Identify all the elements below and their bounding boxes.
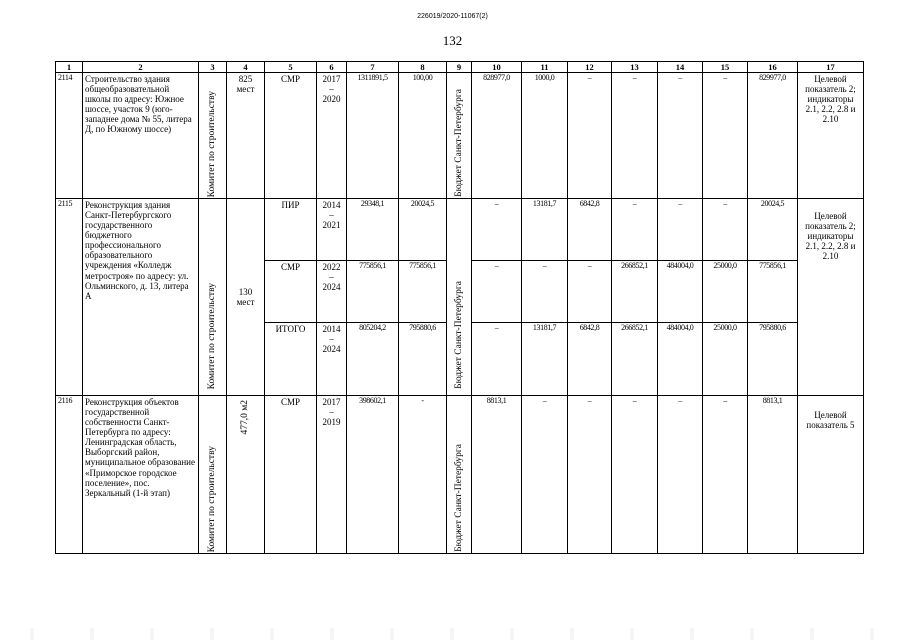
col-header: 5 xyxy=(265,62,317,73)
value-col13: 266852,1 xyxy=(612,261,658,323)
value-col13: – xyxy=(612,73,658,199)
value-col12: – xyxy=(568,261,612,323)
col-header: 3 xyxy=(199,62,227,73)
years xyxy=(317,261,347,323)
year-from: 2014 xyxy=(322,200,341,210)
total-cost: 775856,1 xyxy=(347,261,399,323)
col-header: 4 xyxy=(227,62,265,73)
value-col16: 8813,1 xyxy=(748,396,798,554)
value-col16: 775856,1 xyxy=(748,261,798,323)
indicator: Целевой показатель 2; индикаторы 2.1, 2.2, 2.8 и 2.10 xyxy=(798,199,864,396)
value-col13: – xyxy=(612,396,658,554)
value-col13: – xyxy=(612,199,658,261)
year-dash: – xyxy=(329,84,334,95)
work-type: ИТОГО xyxy=(265,323,317,396)
value-col16: 20024,5 xyxy=(748,199,798,261)
cost-col8: 795880,6 xyxy=(399,323,447,396)
value-col10: – xyxy=(472,261,522,323)
source-cell xyxy=(447,396,472,554)
year-dash: – xyxy=(329,272,334,283)
total-cost: 29348,1 xyxy=(347,199,399,261)
col-header: 9 xyxy=(447,62,472,73)
year-from: 2022 xyxy=(322,262,341,272)
cost-col8: 775856,1 xyxy=(399,261,447,323)
agency-text: Комитет по строительству xyxy=(207,90,218,197)
value-col10: 828977,0 xyxy=(472,73,522,199)
col-header: 14 xyxy=(658,62,703,73)
cost-col8: 100,00 xyxy=(399,73,447,199)
col-header: 17 xyxy=(798,62,864,73)
value-col12: 6842,8 xyxy=(568,199,612,261)
col-header: 16 xyxy=(748,62,798,73)
source-cell xyxy=(447,73,472,199)
col-header: 12 xyxy=(568,62,612,73)
col-header: 15 xyxy=(703,62,748,73)
value-col15: – xyxy=(703,199,748,261)
work-type: СМР xyxy=(265,73,317,199)
agency-text: Комитет по строительству xyxy=(207,445,218,552)
row-number: 2115 xyxy=(56,199,83,396)
work-type: СМР xyxy=(265,261,317,323)
agency-cell xyxy=(199,199,227,396)
year-to: 2024 xyxy=(322,344,341,355)
value-col14: – xyxy=(658,199,703,261)
total-cost: 805204,2 xyxy=(347,323,399,396)
col-header: 10 xyxy=(472,62,522,73)
value-col10: 8813,1 xyxy=(472,396,522,554)
object-name: Реконструкция здания Санкт-Петербургского государственного бюджетного профессионального образовательного учреждения «Колледж метростроя» по адресу: ул. Ольминского, д. 13, литера А xyxy=(83,199,199,396)
indicator: Целевой показатель 5 xyxy=(798,396,864,554)
value-col15: 25000,0 xyxy=(703,261,748,323)
agency-text: Комитет по строительству xyxy=(207,282,218,389)
source-cell xyxy=(447,199,472,396)
year-dash: – xyxy=(329,210,334,221)
agency-cell xyxy=(199,73,227,199)
table-row xyxy=(56,396,864,554)
value-col11: 13181,7 xyxy=(522,323,568,396)
year-from: 2014 xyxy=(322,324,341,334)
scan-artifact-strip xyxy=(0,628,905,640)
years xyxy=(317,73,347,199)
value-col15: – xyxy=(703,73,748,199)
value-col16: 795880,6 xyxy=(748,323,798,396)
value-col12: – xyxy=(568,73,612,199)
value-col14: 484004,0 xyxy=(658,323,703,396)
page-number: 132 xyxy=(442,33,463,48)
work-type: ПИР xyxy=(265,199,317,261)
value-col12: – xyxy=(568,396,612,554)
years xyxy=(317,199,347,261)
cost-col8: 20024,5 xyxy=(399,199,447,261)
year-from: 2017 xyxy=(322,74,341,84)
col-header: 8 xyxy=(399,62,447,73)
value-col11: – xyxy=(522,396,568,554)
cost-col8: - xyxy=(399,396,447,554)
value-col11: 1000,0 xyxy=(522,73,568,199)
value-col14: – xyxy=(658,396,703,554)
value-col15: – xyxy=(703,396,748,554)
year-dash: – xyxy=(329,407,334,418)
value-col11: – xyxy=(522,261,568,323)
value-col16: 829977,0 xyxy=(748,73,798,199)
capacity: 130 мест xyxy=(227,199,265,396)
col-header: 6 xyxy=(317,62,347,73)
object-name: Реконструкция объектов государственной собственности Санкт-Петербурга по адресу: Ленинградская область, Выборгский район, муниципальное образование «Приморское городское поселение», пос. Зеркальный (1-й этап) xyxy=(83,396,199,554)
value-col12: 6842,8 xyxy=(568,323,612,396)
col-header: 2 xyxy=(83,62,199,73)
value-col14: 484004,0 xyxy=(658,261,703,323)
capacity: 477,0 м2 xyxy=(240,400,251,435)
capacity: 825 мест xyxy=(227,73,265,199)
source-text: Бюджет Санкт-Петербурга xyxy=(453,444,464,552)
years xyxy=(317,323,347,396)
source-text: Бюджет Санкт-Петербурга xyxy=(453,281,464,389)
col-header: 11 xyxy=(522,62,568,73)
value-col13: 266852,1 xyxy=(612,323,658,396)
year-from: 2017 xyxy=(322,397,341,407)
row-number: 2116 xyxy=(56,396,83,554)
total-cost: 1311891,5 xyxy=(347,73,399,199)
col-header: 7 xyxy=(347,62,399,73)
col-header: 1 xyxy=(56,62,83,73)
year-to: 2019 xyxy=(322,417,341,428)
row-number: 2114 xyxy=(56,73,83,199)
year-to: 2024 xyxy=(322,282,341,293)
capacity-cell xyxy=(227,396,265,554)
table-row xyxy=(56,199,864,261)
work-type: СМР xyxy=(265,396,317,554)
col-header: 13 xyxy=(612,62,658,73)
total-cost: 398602,1 xyxy=(347,396,399,554)
year-to: 2020 xyxy=(322,94,341,105)
column-numbers-row xyxy=(56,62,864,73)
value-col15: 25000,0 xyxy=(703,323,748,396)
value-col11: 13181,7 xyxy=(522,199,568,261)
value-col14: – xyxy=(658,73,703,199)
year-to: 2021 xyxy=(322,220,341,231)
source-text: Бюджет Санкт-Петербурга xyxy=(453,89,464,197)
value-col10: – xyxy=(472,323,522,396)
value-col10: – xyxy=(472,199,522,261)
object-name: Строительство здания общеобразовательной школы по адресу: Южное шоссе, участок 9 (юго-западнее дома № 55, литера Д, по Южному шоссе) xyxy=(83,73,199,199)
table-row xyxy=(56,73,864,199)
indicator: Целевой показатель 2; индикаторы 2.1, 2.2, 2.8 и 2.10 xyxy=(798,73,864,199)
program-table xyxy=(55,61,864,554)
document-number: 226019/2020-11067(2) xyxy=(417,13,488,20)
year-dash: – xyxy=(329,334,334,345)
years xyxy=(317,396,347,554)
agency-cell xyxy=(199,396,227,554)
